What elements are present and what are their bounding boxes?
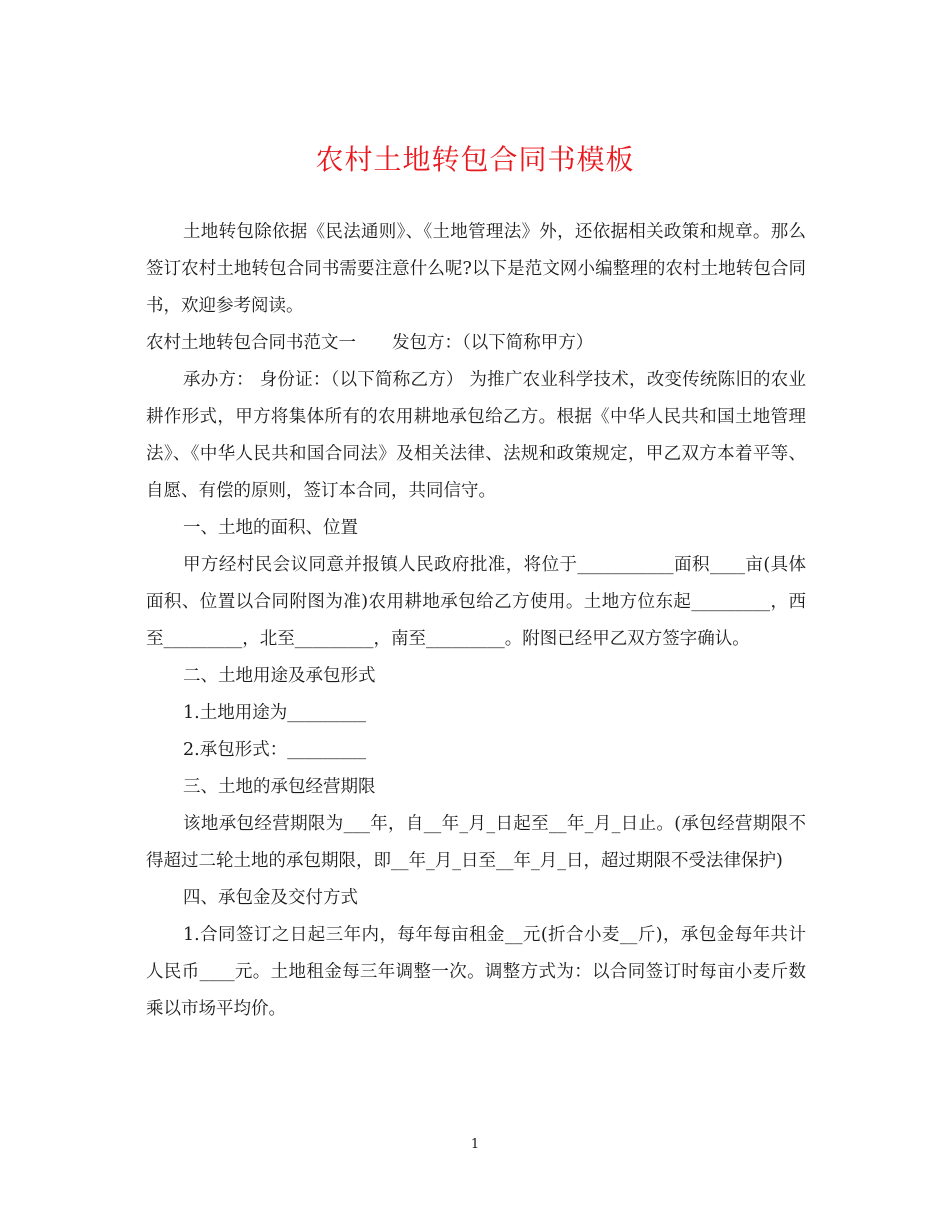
party-a-label: 发包方：（以下简称甲方） [392, 333, 594, 353]
document-body [146, 214, 806, 1028]
party-b-paragraph: 承办方： 身份证：（以下简称乙方） 为推广农业科学技术，改变传统陈旧的农业耕作形式，甲方将集体所有的农用耕地承包给乙方。根据《中华人民共和国土地管理法》、《中华人民共和国合同法》及相关法律、法规和政策规定，甲乙双方本着平等、自愿、有偿的原则，签订本合同，共同信守。 [146, 370, 806, 501]
section-1-heading: 一、土地的面积、位置 [183, 518, 358, 538]
document-title: 农村土地转包合同书模板 [315, 143, 635, 176]
section-3-heading: 三、土地的承包经营期限 [183, 777, 376, 797]
section-4-heading: 四、承包金及交付方式 [183, 888, 358, 908]
page-number: 1 [470, 1137, 480, 1152]
sample-heading-line [146, 325, 806, 362]
intro-paragraph: 土地转包除依据《民法通则》、《土地管理法》外，还依据相关政策和规章。那么签订农村土地转包合同书需要注意什么呢?以下是范文网小编整理的农村土地转包合同书，欢迎参考阅读。 [146, 222, 806, 316]
section-4-paragraph: 1.合同签订之日起三年内，每年每亩租金__元(折合小麦__斤)，承包金每年共计人民币____元。土地租金每三年调整一次。调整方式为：以合同签订时每亩小麦斤数乘以市场平均价。 [146, 925, 806, 1019]
contract-form-line: 2.承包形式：_________ [183, 740, 366, 760]
section-1-paragraph: 甲方经村民会议同意并报镇人民政府批准，将位于___________面积____亩(具体面积、位置以合同附图为准)农用耕地承包给乙方使用。土地方位东起_________，西至_________，北至_________，南至_________。附图已经甲乙双方签字确认。 [146, 555, 806, 649]
section-3-paragraph: 该地承包经营期限为___年，自__年_月_日起至__年_月_日止。(承包经营期限不得超过二轮土地的承包期限，即__年_月_日至__年_月_日，超过期限不受法律保护) [146, 814, 806, 871]
sample-heading: 农村土地转包合同书范文一 [146, 333, 356, 353]
land-use-line: 1.土地用途为_________ [183, 703, 366, 723]
section-2-heading: 二、土地用途及承包形式 [183, 666, 376, 686]
